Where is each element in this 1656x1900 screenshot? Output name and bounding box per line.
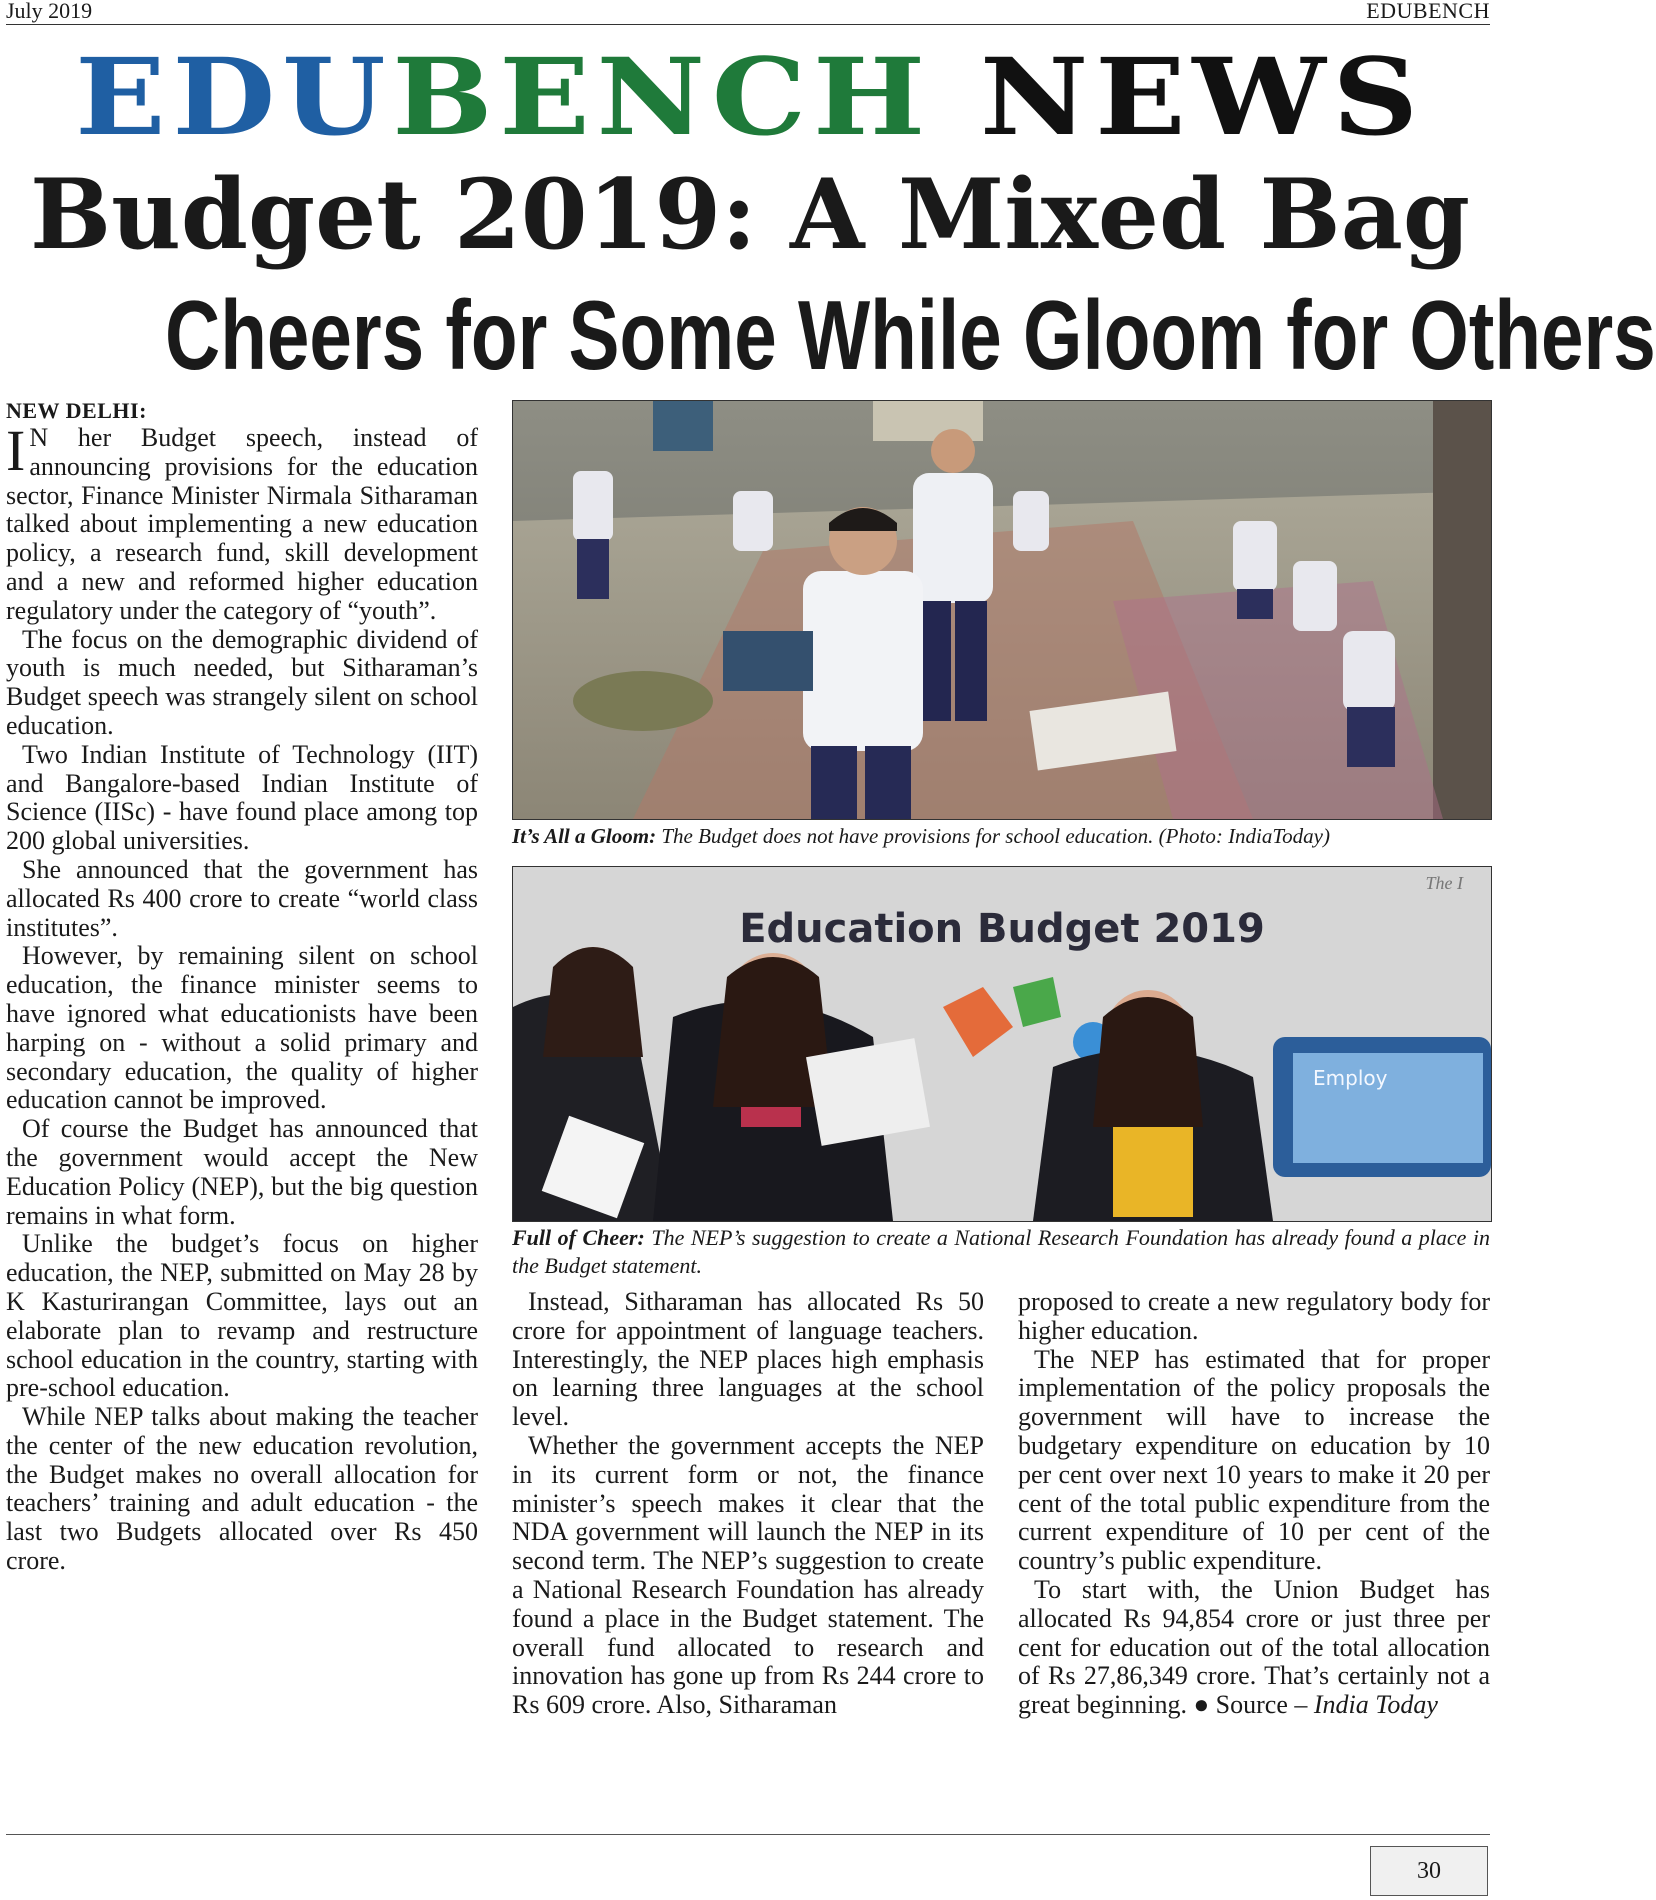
dateline: NEW DELHI: [6,398,147,423]
paragraph: Of course the Budget has announced that the government would accept the New Education Policy (NEP), but the big question remains in what form. [6,1114,478,1230]
paragraph: While NEP talks about making the teacher the center of the new education revolution, the Budget makes no overall allocation for teachers’ training and adult education - the last two Budgets allocated over Rs 450 crore. [6,1402,478,1576]
top-bar [6,0,1490,25]
article-column-1 [6,398,478,1576]
subheadline: Cheers for Some While Gloom for Others [165,280,1656,390]
paragraph: The NEP has estimated that for proper implementation of the policy proposals the government will have to increase the budgetary expenditure on education by 10 per cent over next 10 years to make it 20 per cent of the total public expenditure from the current expenditure of 10 per cent of the country’s public expenditure. [1018,1344,1490,1576]
photo1-caption [512,822,1490,850]
paragraph [6,418,478,626]
headline: Budget 2019: A Mixed Bag [29,158,1471,271]
graduates-illustration [513,867,1491,1221]
photo1-caption-title: It’s All a Gloom: [512,824,657,848]
paragraph: Whether the government accepts the NEP in its current form or not, the finance minister’s speech makes it clear that the NDA government will launch the NEP in its second term. The NEP’s suggestion to create a National Research Foundation has already found a place in the Budget statement. The overall fund allocated to research and innovation has gone up from Rs 244 crore to Rs 609 crore. Also, Sitharaman [512,1430,984,1720]
paragraph: Unlike the budget’s focus on higher education, the NEP, submitted on May 28 by K Kasturirangan Committee, lays out an elaborate plan to revamp and restructure school education in the country, starting with pre-school education. [6,1229,478,1403]
masthead-edu: EDU [75,34,393,159]
photo2-corner-text: The I [1425,873,1463,893]
page-number: 30 [1370,1846,1488,1896]
paragraph: The focus on the demographic dividend of youth is much needed, but Sitharaman’s Budget speech was strangely silent on school education. [6,624,478,740]
drop-cap: I [6,418,26,483]
paragraph-text: N her Budget speech, instead of announcing provisions for the education sector, Finance Minister Nirmala Sitharaman talked about implementing a new education policy, a research fund, skill development and a new and reformed higher education regulatory under the category of “youth”. [6,423,478,625]
paragraph: proposed to create a new regulatory body for higher education. [1018,1287,1490,1345]
article-column-3 [1018,1288,1490,1720]
classroom-photo [512,400,1492,820]
photo2-caption-text: The NEP’s suggestion to create a National Research Foundation has already found a place in the Budget statement. [512,1225,1490,1278]
source-name: India Today [1313,1690,1438,1720]
paragraph-text: To start with, the Union Budget has allocated Rs 94,854 crore or just three per cent for education out of the total allocation of Rs 27,86,349 crore. That’s certainly not a great beginning. [1018,1574,1490,1720]
footer-divider [6,1834,1490,1835]
photo2-caption [512,1224,1490,1280]
paragraph: She announced that the government has allocated Rs 400 crore to create “world class institutes”. [6,854,478,942]
paragraph: However, by remaining silent on school education, the finance minister seems to have ignored what educationists have been harping on - without a solid primary and secondary education, the quality of higher education cannot be improved. [6,941,478,1115]
masthead-bench: BENCH [392,34,932,159]
article-column-2 [512,1288,984,1720]
photo2-screen-text: Employ [1313,1066,1388,1090]
source-label: Source – [1215,1690,1308,1720]
photo2-banner-text: Education Budget 2019 [739,906,1265,952]
paragraph: Instead, Sitharaman has allocated Rs 50 crore for appointment of language teachers. Interestingly, the NEP places high emphasis on learning three languages at the school level. [512,1287,984,1432]
publication-name: EDUBENCH [1366,0,1490,23]
classroom-illustration [513,401,1491,819]
masthead-news: NEWS [931,34,1425,159]
paragraph [1018,1576,1490,1720]
issue-date: July 2019 [6,0,93,23]
photo2-caption-title: Full of Cheer: [512,1225,645,1250]
photo1-caption-text: The Budget does not have provisions for school education. (Photo: IndiaToday) [661,824,1330,848]
paragraph: Two Indian Institute of Technology (IIT) and Bangalore-based Indian Institute of Science (IISc) - have found place among top 200 global universities. [6,739,478,856]
education-budget-photo [512,866,1492,1222]
masthead [0,34,1579,159]
source-bullet: ● [1193,1690,1210,1720]
